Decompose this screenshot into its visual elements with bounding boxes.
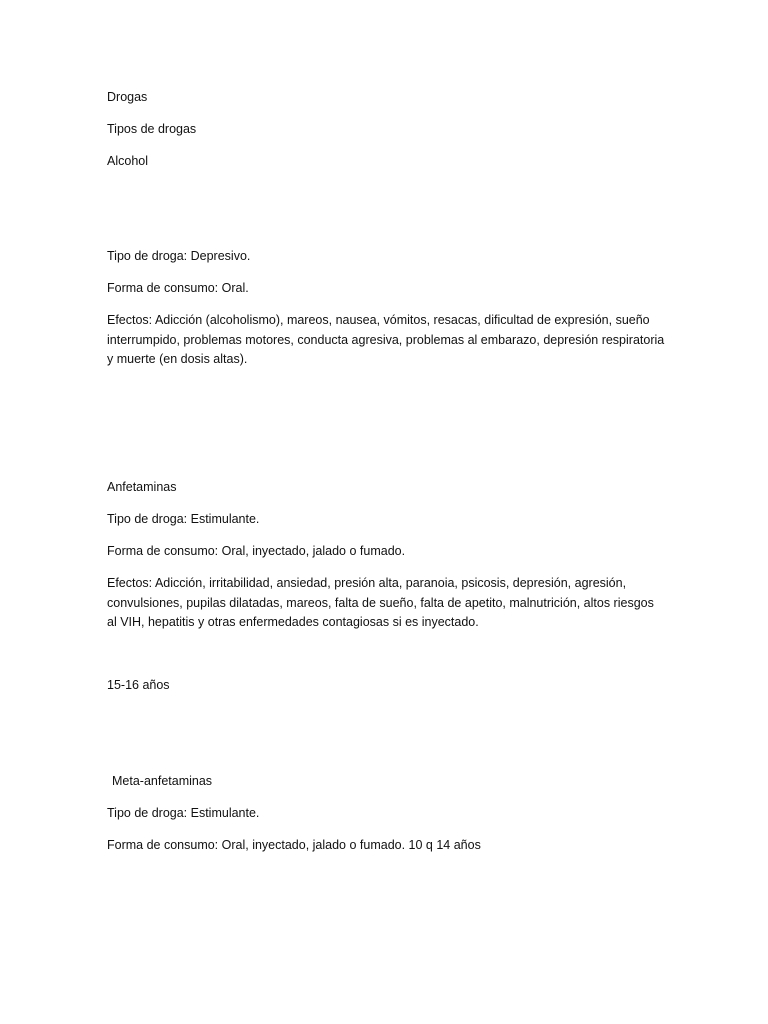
anfetaminas-tipo: Tipo de droga: Estimulante. [107,512,260,526]
document-subtitle: Tipos de drogas [107,122,197,136]
section-heading-alcohol: Alcohol [107,154,148,168]
section-heading-meta-anfetaminas: Meta-anfetaminas [112,774,213,788]
alcohol-efectos: Efectos: Adicción (alcoholismo), mareos, nausea, vómitos, resacas, dificultad de expresión, sueño interrumpido, problemas motores, conducta agresiva, problemas al embarazo, depresión respiratoria y muerte (en dosis altas). [107,313,665,366]
document-title: Drogas [107,90,148,104]
meta-anfetaminas-tipo: Tipo de droga: Estimulante. [107,806,260,820]
anfetaminas-efectos: Efectos: Adicción, irritabilidad, ansiedad, presión alta, paranoia, psicosis, depresión, agresión, convulsiones, pupilas dilatadas, mareos, falta de sueño, falta de apetito, malnutrición, altos riesgos al VIH, hepatitis y otras enfermedades contagiosas si es inyectado. [107,576,654,629]
anfetaminas-forma: Forma de consumo: Oral, inyectado, jalado o fumado. [107,544,406,558]
meta-anfetaminas-forma: Forma de consumo: Oral, inyectado, jalado o fumado. 10 q 14 años [107,838,481,852]
alcohol-tipo: Tipo de droga: Depresivo. [107,249,251,263]
section-heading-anfetaminas: Anfetaminas [107,480,177,494]
anfetaminas-note: 15-16 años [107,678,170,692]
alcohol-forma: Forma de consumo: Oral. [107,281,249,295]
